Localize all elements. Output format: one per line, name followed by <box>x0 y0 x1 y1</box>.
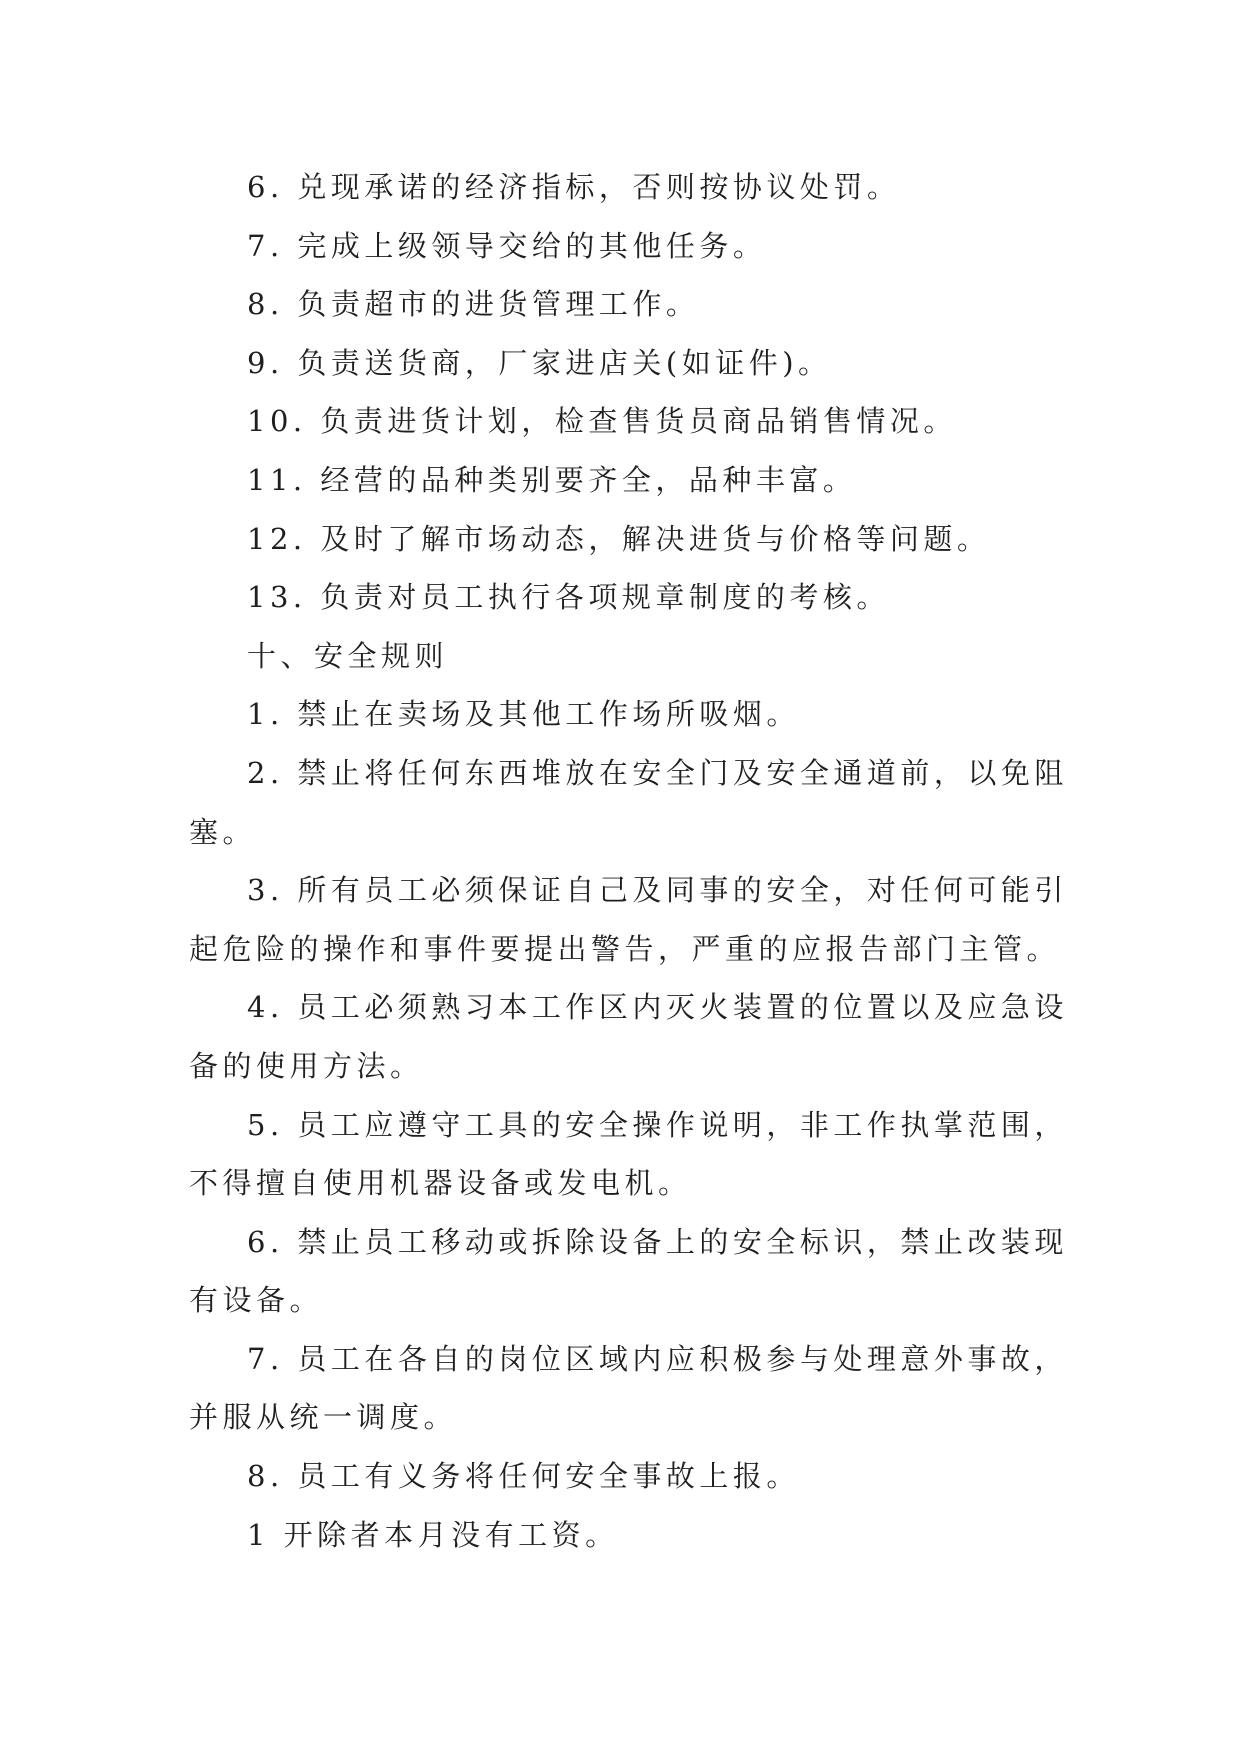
paragraph-item-12: 12. 及时了解市场动态，解决进货与价格等问题。 <box>247 521 991 556</box>
document-body <box>189 158 1069 1564</box>
paragraph-item-10: 10. 负责进货计划，检查售货员商品销售情况。 <box>247 404 957 439</box>
safety-rule-7: 7. 员工在各自的岗位区域内应积极参与处理意外事故，并服从统一调度。 <box>189 1341 1068 1435</box>
safety-rule-6: 6. 禁止员工移动或拆除设备上的安全标识，禁止改装现有设备。 <box>189 1224 1068 1318</box>
paragraph-item-6: 6. 兑现承诺的经济指标，否则按协议处罚。 <box>247 170 901 204</box>
safety-rule-2: 2. 禁止将任何东西堆放在安全门及安全通道前，以免阻塞。 <box>189 755 1068 849</box>
paragraph-item-11: 11. 经营的品种类别要齐全，品种丰富。 <box>247 462 857 497</box>
paragraph-item-7: 7. 完成上级领导交给的其他任务。 <box>247 228 767 263</box>
safety-rule-1: 1. 禁止在卖场及其他工作场所吸烟。 <box>247 697 800 732</box>
safety-rule-5: 5. 员工应遵守工具的安全操作说明，非工作执掌范围，不得擅自使用机器设备或发电机。 <box>189 1107 1068 1201</box>
paragraph-item-9: 9. 负责送货商，厂家进店关(如证件)。 <box>247 345 832 380</box>
safety-rule-8: 8. 员工有义务将任何安全事故上报。 <box>247 1459 800 1494</box>
safety-rule-3: 3. 所有员工必须保证自己及同事的安全，对任何可能引起危险的操作和事件要提出警告，严重的应报告部门主管。 <box>189 873 1068 966</box>
section-heading-safety-rules: 十、安全规则 <box>247 638 449 673</box>
safety-rule-4: 4. 员工必须熟习本工作区内灭火装置的位置以及应急设备的使用方法。 <box>189 990 1068 1083</box>
penalty-rule-1: 1 开除者本月没有工资。 <box>247 1517 619 1552</box>
paragraph-item-13: 13. 负责对员工执行各项规章制度的考核。 <box>247 580 890 615</box>
paragraph-item-8: 8. 负责超市的进货管理工作。 <box>247 287 700 322</box>
